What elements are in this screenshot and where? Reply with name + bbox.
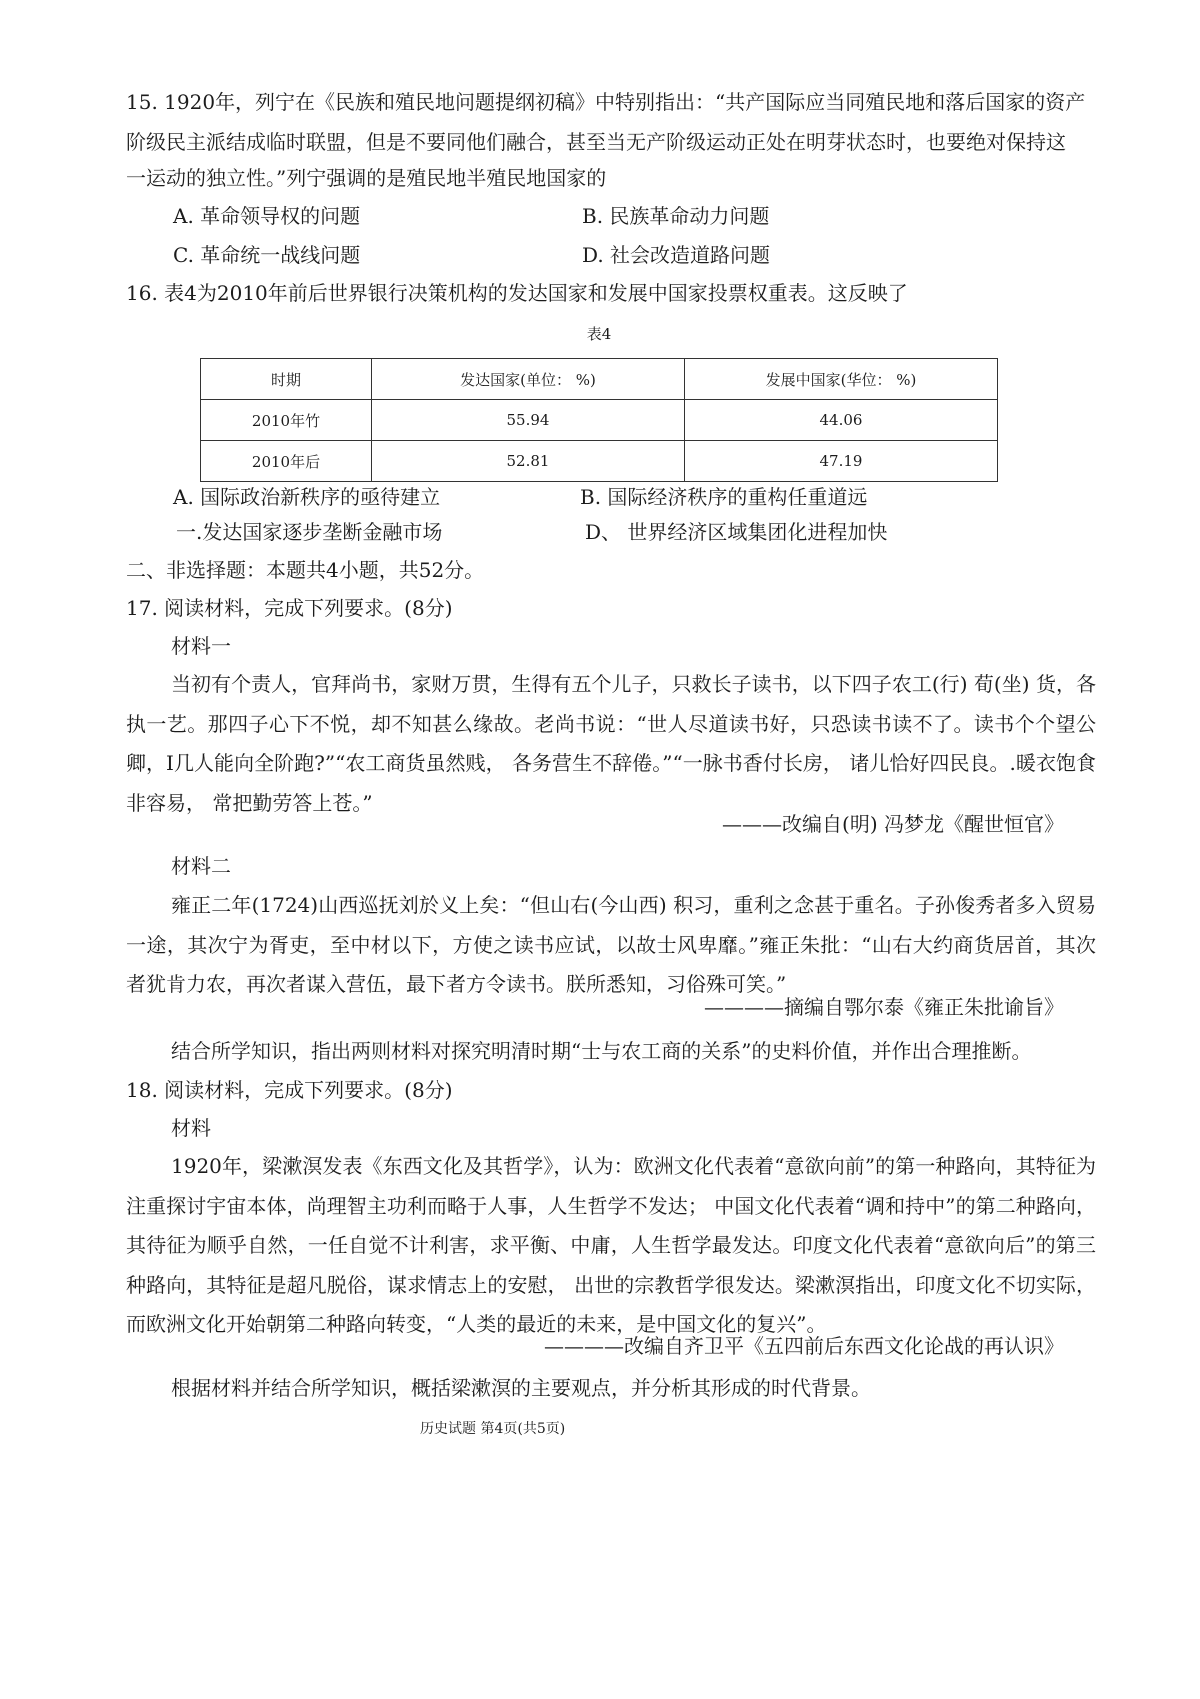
- q18-material-label: 材料: [171, 1116, 211, 1140]
- cell-period: 2010年后: [201, 441, 372, 482]
- q15-option-b: B. 民族革命动力问题: [582, 204, 770, 228]
- q15-line-1: 15. 1920年，列宁在《民族和殖民地问题提纲初稿》中特别指出：“共产国际应当同殖民地和落后国家的资产: [126, 90, 1086, 114]
- cell-developing: 44.06: [685, 400, 998, 441]
- table-header-row: [201, 359, 998, 400]
- q17-task: 结合所学知识，指出两则材料对探究明清时期“士与农工商的关系”的史料价值，并作出合理推断。: [171, 1039, 1032, 1063]
- q17-material-1-label: 材料一: [171, 634, 231, 658]
- table-caption: 表4: [586, 325, 612, 343]
- q17-material-2-label: 材料二: [171, 854, 231, 878]
- q15-line-3: 一运动的独立性。”列宁强调的是殖民地半殖民地国家的: [126, 166, 607, 190]
- q15-line-2: 阶级民主派结成临时联盟，但是不要同他们融合，甚至当无产阶级运动正处在明芽状态时，也要绝对保持这: [126, 130, 1066, 154]
- q15-option-d: D. 社会改造道路问题: [582, 243, 771, 267]
- header-developing: 发展中国家(华位： %): [685, 359, 998, 400]
- cell-developed: 55.94: [372, 400, 685, 441]
- section-2-heading: 二、非选择题：本题共4小题，共52分。: [126, 558, 485, 582]
- q16-option-b: B. 国际经济秩序的重构任重道远: [580, 485, 868, 509]
- table-row: [201, 441, 998, 482]
- q17-stem: 17. 阅读材料，完成下列要求。(8分): [126, 596, 453, 620]
- voting-weight-table: [200, 358, 998, 482]
- header-period: 时期: [201, 359, 372, 400]
- q16-option-d: D、 世界经济区域集团化进程加快: [585, 520, 888, 544]
- header-developed: 发达国家(单位： %): [372, 359, 685, 400]
- q17-material-1-text: 当初有个责人，官拜尚书，家财万贯，生得有五个儿子，只救长子读书，以下四子农工(行) 荀(坐) 货，各执一艺。那四子心下不悦，却不知甚么缘故。老尚书说：“世人尽道读书好，只恐读书读不了。读书个个望公卿，I几人能向全阶跑?”“农工商货虽然贱， 各务营生不辞倦。”“一脉书香付长房， 诸儿恰好四民良。.暖衣饱食非容易， 常把勤劳答上苍。”: [126, 672, 1096, 815]
- q18-material-text: 1920年，梁漱溟发表《东西文化及其哲学》，认为：欧洲文化代表着“意欲向前”的第一种路向，其特征为注重探讨宇宙本体，尚理智主功利而略于人事，人生哲学不发达； 中国文化代表着“调和持中”的第二种路向，其待征为顺乎自然，一任自觉不计利害，求平衡、中庸，人生哲学最发达。印度文化代表着“意欲向后”的第三种路向，其特征是超凡脱俗，谋求情志上的安慰， 出世的宗教哲学很发达。梁漱溟指出，印度文化不切实际，而欧洲文化开始朝第二种路向转变，“人类的最近的未来，是中国文化的复兴”。: [126, 1154, 1096, 1336]
- q16-stem: 16. 表4为2010年前后世界银行决策机构的发达国家和发展中国家投票权重表。这反映了: [126, 281, 908, 305]
- cell-period: 2010年竹: [201, 400, 372, 441]
- q17-material-2-text: 雍正二年(1724)山西巡抚刘於义上矣：“但山右(今山西) 积习，重利之念甚于重名。子孙俊秀者多入贸易一途，其次宁为胥吏，至中材以下，方使之读书应试，以故士风卑靡。”雍正朱批：“山右大约商货居首，其次者犹肯力农，再次者谋入营伍，最下者方令读书。朕所悉知，习俗殊可笑。”: [126, 893, 1096, 996]
- q18-citation: ————改编自齐卫平《五四前后东西文化论战的再认识》: [544, 1334, 1064, 1358]
- q15-option-a: A. 革命领导权的问题: [173, 204, 361, 228]
- table-row: [201, 400, 998, 441]
- q17-material-1-citation: ———改编自(明) 冯梦龙《醒世恒官》: [722, 812, 1064, 836]
- page-footer: 历史试题 第4页(共5页): [420, 1421, 566, 1437]
- q17-material-2-citation: ————摘编自鄂尔泰《雍正朱批谕旨》: [704, 995, 1064, 1019]
- q18-task: 根据材料并结合所学知识，概括梁漱溟的主要观点，并分析其形成的时代背景。: [171, 1376, 871, 1400]
- q16-option-c: 一.发达国家逐步垄断金融市场: [176, 520, 443, 544]
- cell-developing: 47.19: [685, 441, 998, 482]
- q18-stem: 18. 阅读材料，完成下列要求。(8分): [126, 1078, 453, 1102]
- q15-option-c: C. 革命统一战线问题: [173, 243, 361, 267]
- q16-option-a: A. 国际政治新秩序的亟待建立: [173, 485, 441, 509]
- cell-developed: 52.81: [372, 441, 685, 482]
